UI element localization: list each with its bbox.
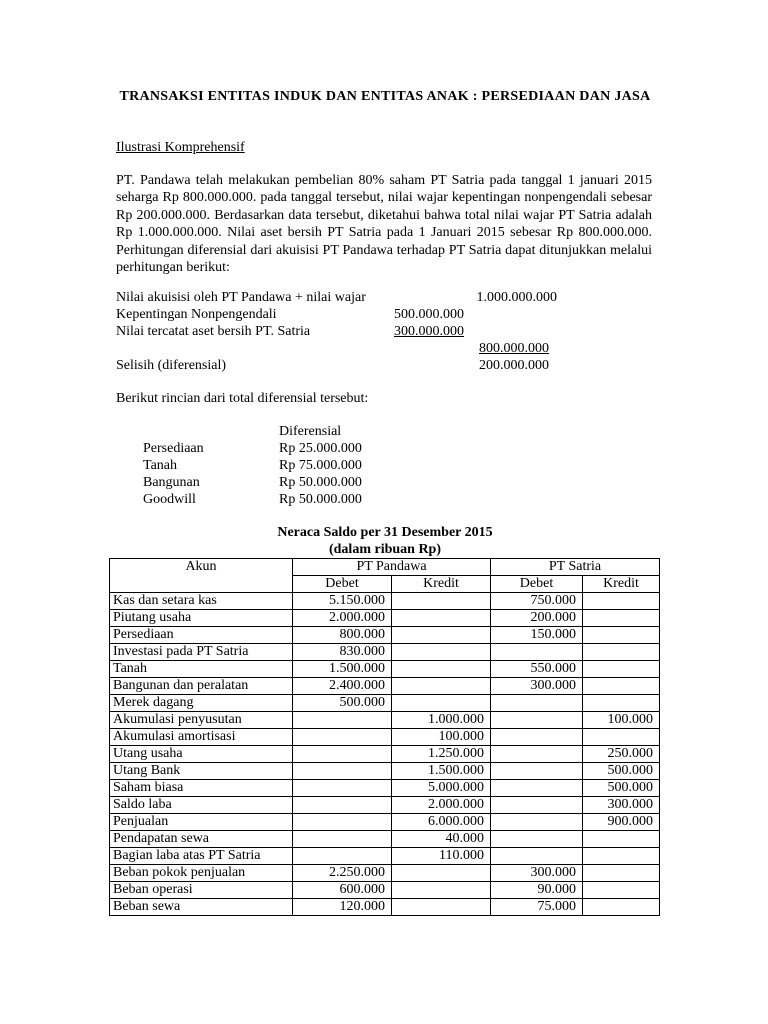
satria-debet-cell: 90.000 <box>491 882 583 899</box>
account-cell: Kas dan setara kas <box>110 593 293 610</box>
account-cell: Penjualan <box>110 814 293 831</box>
pandawa-kredit-cell <box>392 593 491 610</box>
account-cell: Utang Bank <box>110 763 293 780</box>
pandawa-debet-cell <box>293 780 392 797</box>
pandawa-debet-cell: 120.000 <box>293 899 392 916</box>
pandawa-kredit-cell: 1.000.000 <box>392 712 491 729</box>
calc-label-acquisition: Nilai akuisisi oleh PT Pandawa + nilai wajar <box>116 290 366 305</box>
calc-value-subtotal: 800.000.000 <box>479 341 549 356</box>
table-row <box>110 695 660 712</box>
satria-kredit-cell <box>583 661 660 678</box>
table-row <box>110 746 660 763</box>
account-cell: Saham biasa <box>110 780 293 797</box>
header-kredit: Kredit <box>392 576 491 593</box>
satria-debet-cell: 75.000 <box>491 899 583 916</box>
satria-kredit-cell <box>583 882 660 899</box>
satria-debet-cell <box>491 695 583 712</box>
satria-debet-cell <box>491 644 583 661</box>
account-cell: Tanah <box>110 661 293 678</box>
pandawa-debet-cell: 2.000.000 <box>293 610 392 627</box>
pandawa-kredit-cell <box>392 695 491 712</box>
calc-value-nci: 500.000.000 <box>394 307 464 322</box>
header-satria: PT Satria <box>491 559 660 576</box>
pandawa-debet-cell: 5.150.000 <box>293 593 392 610</box>
pandawa-kredit-cell <box>392 865 491 882</box>
pandawa-kredit-cell <box>392 882 491 899</box>
account-cell: Piutang usaha <box>110 610 293 627</box>
pandawa-kredit-cell <box>392 610 491 627</box>
satria-debet-cell <box>491 831 583 848</box>
account-cell: Akumulasi amortisasi <box>110 729 293 746</box>
satria-kredit-cell <box>583 831 660 848</box>
account-cell: Beban operasi <box>110 882 293 899</box>
satria-kredit-cell: 100.000 <box>583 712 660 729</box>
table-row <box>110 627 660 644</box>
breakdown-value: Rp 75.000.000 <box>279 458 362 473</box>
table-row <box>110 831 660 848</box>
satria-kredit-cell <box>583 865 660 882</box>
pandawa-kredit-cell <box>392 661 491 678</box>
satria-debet-cell: 300.000 <box>491 865 583 882</box>
header-pandawa: PT Pandawa <box>293 559 491 576</box>
satria-debet-cell <box>491 763 583 780</box>
table-row <box>110 848 660 865</box>
breakdown-label: Tanah <box>143 458 178 473</box>
calc-value-net-assets: 300.000.000 <box>394 324 464 339</box>
pandawa-debet-cell <box>293 831 392 848</box>
table-caption: Neraca Saldo per 31 Desember 2015 <box>277 525 493 540</box>
pandawa-debet-cell <box>293 848 392 865</box>
header-debet: Debet <box>293 576 392 593</box>
satria-debet-cell: 200.000 <box>491 610 583 627</box>
satria-debet-cell <box>491 848 583 865</box>
pandawa-debet-cell: 830.000 <box>293 644 392 661</box>
pandawa-kredit-cell: 5.000.000 <box>392 780 491 797</box>
pandawa-debet-cell <box>293 814 392 831</box>
satria-debet-cell <box>491 712 583 729</box>
pandawa-debet-cell: 1.500.000 <box>293 661 392 678</box>
calc-label-net-assets: Nilai tercatat aset bersih PT. Satria <box>116 324 311 339</box>
account-cell: Investasi pada PT Satria <box>110 644 293 661</box>
pandawa-debet-cell <box>293 729 392 746</box>
pandawa-debet-cell <box>293 763 392 780</box>
calc-value-acquisition: 1.000.000.000 <box>476 290 557 305</box>
satria-kredit-cell: 500.000 <box>583 780 660 797</box>
pandawa-debet-cell: 2.250.000 <box>293 865 392 882</box>
pandawa-debet-cell: 800.000 <box>293 627 392 644</box>
satria-debet-cell: 300.000 <box>491 678 583 695</box>
pandawa-kredit-cell <box>392 644 491 661</box>
table-row <box>110 882 660 899</box>
table-row <box>110 661 660 678</box>
account-cell: Bangunan dan peralatan <box>110 678 293 695</box>
pandawa-kredit-cell: 2.000.000 <box>392 797 491 814</box>
satria-debet-cell: 550.000 <box>491 661 583 678</box>
pandawa-debet-cell: 2.400.000 <box>293 678 392 695</box>
satria-kredit-cell: 900.000 <box>583 814 660 831</box>
pandawa-debet-cell: 600.000 <box>293 882 392 899</box>
satria-debet-cell: 750.000 <box>491 593 583 610</box>
pandawa-debet-cell <box>293 746 392 763</box>
breakdown-label: Bangunan <box>143 475 200 490</box>
header-kredit: Kredit <box>583 576 660 593</box>
satria-kredit-cell: 300.000 <box>583 797 660 814</box>
table-row <box>110 780 660 797</box>
account-cell: Beban sewa <box>110 899 293 916</box>
header-akun: Akun <box>110 559 293 593</box>
pandawa-kredit-cell: 1.250.000 <box>392 746 491 763</box>
pandawa-kredit-cell: 100.000 <box>392 729 491 746</box>
pandawa-kredit-cell: 40.000 <box>392 831 491 848</box>
breakdown-header: Diferensial <box>279 424 342 439</box>
calc-label-nci: Kepentingan Nonpengendali <box>116 307 277 322</box>
pandawa-debet-cell <box>293 712 392 729</box>
breakdown-value: Rp 25.000.000 <box>279 441 362 456</box>
satria-kredit-cell <box>583 899 660 916</box>
account-cell: Persediaan <box>110 627 293 644</box>
account-cell: Merek dagang <box>110 695 293 712</box>
table-row <box>110 678 660 695</box>
account-cell: Akumulasi penyusutan <box>110 712 293 729</box>
table-row <box>110 593 660 610</box>
account-cell: Beban pokok penjualan <box>110 865 293 882</box>
pandawa-debet-cell <box>293 797 392 814</box>
calc-value-differential: 200.000.000 <box>479 358 549 373</box>
table-row <box>110 797 660 814</box>
section-subheading: Ilustrasi Komprehensif <box>116 140 245 155</box>
calc-label-differential: Selisih (diferensial) <box>116 358 227 373</box>
breakdown-label: Goodwill <box>143 492 196 507</box>
satria-kredit-cell <box>583 729 660 746</box>
satria-debet-cell <box>491 746 583 763</box>
table-row <box>110 729 660 746</box>
pandawa-kredit-cell <box>392 678 491 695</box>
table-caption-unit: (dalam ribuan Rp) <box>328 542 442 557</box>
satria-kredit-cell <box>583 627 660 644</box>
header-debet: Debet <box>491 576 583 593</box>
pandawa-kredit-cell: 110.000 <box>392 848 491 865</box>
satria-kredit-cell <box>583 644 660 661</box>
document-title: TRANSAKSI ENTITAS INDUK DAN ENTITAS ANAK : PERSEDIAAN DAN JASA <box>119 89 651 104</box>
satria-debet-cell <box>491 797 583 814</box>
trial-balance-table <box>109 558 660 916</box>
breakdown-value: Rp 50.000.000 <box>279 492 362 507</box>
table-row <box>110 899 660 916</box>
satria-kredit-cell <box>583 695 660 712</box>
pandawa-debet-cell: 500.000 <box>293 695 392 712</box>
table-row <box>110 644 660 661</box>
breakdown-value: Rp 50.000.000 <box>279 475 362 490</box>
pandawa-kredit-cell: 1.500.000 <box>392 763 491 780</box>
satria-debet-cell <box>491 729 583 746</box>
satria-debet-cell: 150.000 <box>491 627 583 644</box>
intro-paragraph: PT. Pandawa telah melakukan pembelian 80% saham PT Satria pada tanggal 1 januari 2015 seharga Rp 800.000.000. pada tanggal tersebut, nilai wajar kepentingan nonpengendali sebesar Rp 200.000.000. Berdasarkan data tersebut, diketahui bahwa total nilai wajar PT Satria adalah Rp 1.000.000.000. Nilai aset bersih PT Satria pada 1 Januari 2015 sebesar Rp 800.000.000. Perhitungan diferensial dari akuisisi PT Pandawa terhadap PT Satria dapat ditunjukkan melalui perhitungan berikut: <box>116 173 652 276</box>
table-header-row <box>110 559 660 576</box>
satria-kredit-cell: 250.000 <box>583 746 660 763</box>
table-row <box>110 763 660 780</box>
table-row <box>110 610 660 627</box>
account-cell: Saldo laba <box>110 797 293 814</box>
pandawa-kredit-cell <box>392 899 491 916</box>
satria-kredit-cell <box>583 678 660 695</box>
satria-kredit-cell <box>583 593 660 610</box>
pandawa-kredit-cell: 6.000.000 <box>392 814 491 831</box>
satria-debet-cell <box>491 814 583 831</box>
table-row <box>110 814 660 831</box>
satria-debet-cell <box>491 780 583 797</box>
breakdown-label: Persediaan <box>143 441 204 456</box>
satria-kredit-cell <box>583 848 660 865</box>
breakdown-intro: Berikut rincian dari total diferensial tersebut: <box>116 391 369 406</box>
table-row <box>110 712 660 729</box>
account-cell: Pendapatan sewa <box>110 831 293 848</box>
table-row <box>110 865 660 882</box>
account-cell: Utang usaha <box>110 746 293 763</box>
satria-kredit-cell <box>583 610 660 627</box>
satria-kredit-cell: 500.000 <box>583 763 660 780</box>
account-cell: Bagian laba atas PT Satria <box>110 848 293 865</box>
pandawa-kredit-cell <box>392 627 491 644</box>
